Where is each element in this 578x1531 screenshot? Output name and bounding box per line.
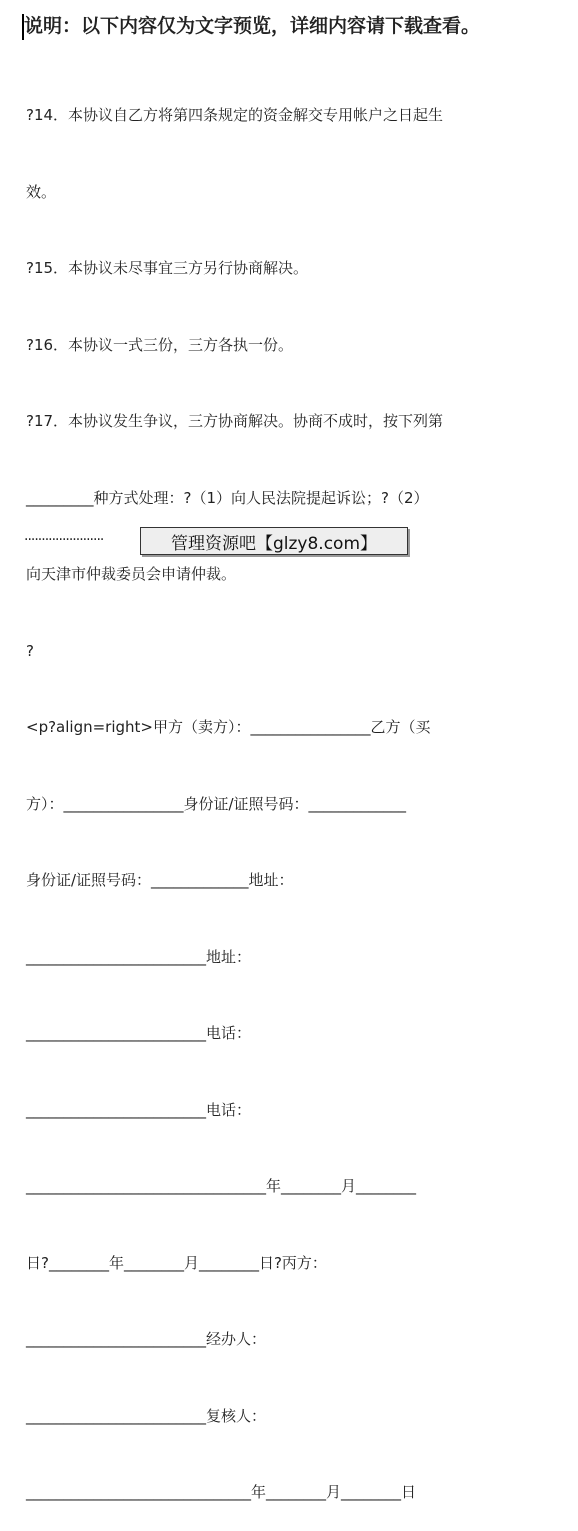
document-line: ________________________复核人： (26, 1406, 267, 1425)
document-line: <p?align=right>甲方（卖方）：________________乙方（买 (26, 718, 431, 736)
document-line: ?17．本协议发生争议，三方协商解决。协商不成时，按下列第 (26, 412, 444, 430)
document-body (26, 52, 552, 1531)
document-line: ? (26, 641, 34, 660)
document-line: ?15．本协议未尽事宜三方另行协商解决。 (26, 259, 309, 277)
document-line: ________________________________年________月________ (26, 1177, 417, 1195)
preview-notice-text: 说明：以下内容仅为文字预览，详细内容请下载查看。 (24, 15, 481, 37)
ellipsis-dots: ······················· (24, 532, 104, 548)
document-line: 身份证/证照号码：_____________地址： (26, 871, 294, 889)
document-line: ______________________________年________月________日 (26, 1483, 417, 1501)
document-line: ?16．本协议一式三份，三方各执一份。 (26, 335, 294, 354)
watermark-banner: 管理资源吧【glzy8.com】 (140, 527, 408, 555)
document-line: ?14．本协议自乙方将第四条规定的资金解交专用帐户之日起生 (26, 106, 444, 124)
document-line: _________种方式处理：?（1）向人民法院提起诉讼；?（2） (26, 488, 429, 507)
document-line: 向天津市仲裁委员会申请仲裁。 (26, 565, 237, 583)
document-line: ________________________电话： (26, 1024, 252, 1042)
document-line: 效。 (26, 182, 57, 201)
document-line: 方）：________________身份证/证照号码：_____________ (26, 794, 407, 813)
document-line: ________________________电话： (26, 1100, 252, 1119)
document-line: ________________________地址： (26, 947, 252, 966)
document-line: ________________________经办人： (26, 1330, 267, 1348)
document-line: 日?________年________月________日?丙方： (26, 1253, 327, 1272)
